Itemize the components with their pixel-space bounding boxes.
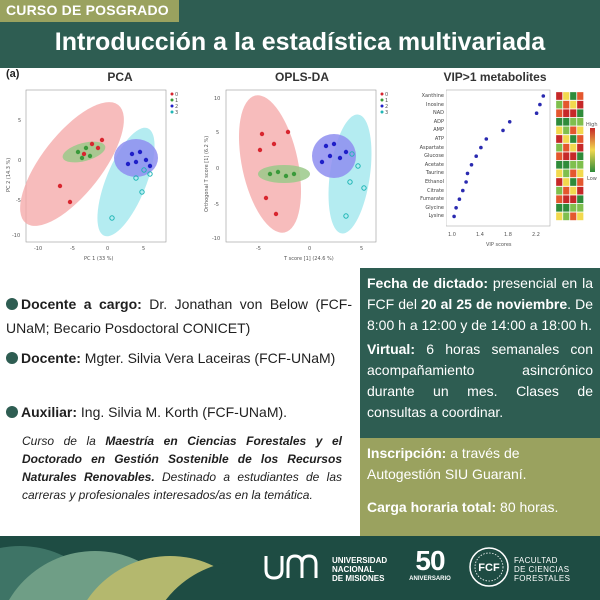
fcf-name: FACULTAD DE CIENCIAS FORESTALES — [514, 556, 571, 583]
page-title: Introducción a la estadística multivariada — [54, 28, 546, 56]
virtual-text: Virtual: 6 horas semanales con acompañamiento asincrónico durante un mes. Clases de consultas a coordinar. — [367, 341, 593, 420]
vip-heat-cell — [577, 152, 584, 160]
vip-heat-cell — [556, 92, 563, 100]
vip-heat-cell — [556, 169, 563, 177]
vip-heat-cell — [563, 109, 570, 117]
svg-text:3: 3 — [175, 110, 179, 116]
svg-text:5: 5 — [142, 246, 146, 252]
docente-value: Mgter. Silvia Vera Laceiras (FCF-UNaM) — [84, 350, 336, 366]
svg-text:-10: -10 — [212, 236, 221, 242]
vip-point — [458, 197, 462, 201]
vip-metabolite-list: Xanthine Inosine NAD ADP AMP ATP Aspartate Glucose Acetate Taurine Ethanol Citrate Fumarate Glycine Lysine — [419, 93, 444, 220]
vip-heat-cell — [563, 195, 570, 203]
vip-heat-legend — [586, 122, 598, 182]
enrollment-box — [360, 438, 600, 536]
svg-text:1.0: 1.0 — [448, 232, 456, 238]
svg-text:0: 0 — [308, 246, 312, 252]
vip-heat-cell — [563, 135, 570, 143]
bullet-icon — [6, 352, 18, 364]
vip-heat-cell — [570, 204, 577, 212]
svg-text:2: 2 — [385, 104, 389, 110]
vip-heat-cell — [556, 195, 563, 203]
vip-heat-cell — [577, 204, 584, 212]
vip-heat-cell — [570, 109, 577, 117]
vip-point — [508, 120, 512, 124]
vip-heat-cell — [556, 118, 563, 126]
vip-heat-cell — [570, 92, 577, 100]
docente-cargo-value: Dr. Jonathan von Below (FCF-UNaM; Becario Posdoctoral CONICET) — [6, 296, 353, 336]
carga-text: Carga horaria total: 80 horas. — [367, 499, 559, 515]
svg-text:5: 5 — [18, 118, 22, 124]
vip-points — [452, 94, 545, 218]
vip-heat-cell — [556, 204, 563, 212]
svg-text:FCF: FCF — [478, 562, 500, 574]
vip-heat-cell — [577, 161, 584, 169]
vip-plot — [446, 88, 600, 268]
vip-heat-cell — [577, 126, 584, 134]
svg-text:1: 1 — [175, 98, 179, 104]
vip-point — [535, 111, 539, 115]
pca-title: PCA — [107, 70, 133, 84]
svg-text:T score [1] (24.6 %): T score [1] (24.6 %) — [284, 256, 334, 262]
svg-text:5: 5 — [216, 130, 220, 136]
vip-heat-cell — [563, 187, 570, 195]
vip-heat-cell — [563, 101, 570, 109]
vip-heatmap — [556, 92, 584, 220]
vip-heat-cell — [563, 118, 570, 126]
auxiliar-label: Auxiliar: — [21, 404, 78, 420]
svg-text:5: 5 — [360, 246, 364, 252]
svg-text:-5: -5 — [214, 202, 219, 208]
vip-point — [464, 180, 468, 184]
auxiliar-value: Ing. Silvia M. Korth (FCF-UNaM). — [80, 404, 288, 420]
docente-row — [6, 346, 352, 370]
vip-heat-cell — [563, 212, 570, 220]
vip-heat-cell — [556, 135, 563, 143]
vip-heat-cell — [577, 195, 584, 203]
vip-heat-cell — [556, 109, 563, 117]
svg-text:-10: -10 — [12, 233, 21, 239]
vip-heat-cell — [577, 118, 584, 126]
svg-text:-5: -5 — [70, 246, 75, 252]
vip-heat-cell — [563, 152, 570, 160]
svg-text:-5: -5 — [256, 246, 261, 252]
vip-heat-cell — [556, 178, 563, 186]
svg-text:1.4: 1.4 — [476, 232, 484, 238]
vip-heat-cell — [570, 152, 577, 160]
fcf-seal-icon — [468, 546, 510, 588]
bullet-icon — [6, 298, 18, 310]
docente-cargo-label: Docente a cargo: — [21, 296, 142, 312]
svg-text:1.8: 1.8 — [504, 232, 512, 238]
inscripcion-text: Inscripción: a través de Autogestión SIU Guaraní. — [367, 445, 527, 482]
header-banner — [0, 0, 600, 68]
svg-text:-10: -10 — [34, 246, 43, 252]
vip-heat-cell — [577, 178, 584, 186]
vip-heat-cell — [563, 161, 570, 169]
vip-heat-cell — [577, 187, 584, 195]
vip-heat-cell — [556, 212, 563, 220]
vip-heat-cell — [577, 92, 584, 100]
vip-title: VIP>1 metabolites — [443, 70, 547, 84]
svg-text:PC 1 (33 %): PC 1 (33 %) — [84, 256, 114, 262]
vip-heat-cell — [570, 212, 577, 220]
footer — [0, 536, 600, 600]
vip-heat-cell — [556, 152, 563, 160]
vip-heat-cell — [570, 195, 577, 203]
vip-heat-cell — [556, 187, 563, 195]
vip-heat-cell — [577, 169, 584, 177]
svg-text:10: 10 — [214, 96, 221, 102]
svg-text:0: 0 — [106, 246, 110, 252]
vip-heat-cell — [570, 161, 577, 169]
vip-heat-cell — [577, 212, 584, 220]
pca-plot — [4, 82, 182, 268]
svg-text:0: 0 — [216, 166, 220, 172]
vip-heat-cell — [577, 135, 584, 143]
unam-name: UNIVERSIDAD NACIONAL DE MISIONES — [332, 556, 388, 583]
vip-point — [479, 146, 483, 150]
dates-text: Fecha de dictado: presencial en la FCF del 20 al 25 de noviembre. De 8:00 h a 12:00 y de 14:00 a 18:00 h. — [367, 275, 593, 333]
vip-heat-cell — [563, 178, 570, 186]
svg-text:PC 2 (14.3 %): PC 2 (14.3 %) — [6, 157, 12, 192]
oplsda-title: OPLS-DA — [275, 70, 329, 84]
figure-panel-label: (a) — [6, 68, 20, 80]
vip-heat-cell — [556, 144, 563, 152]
vip-point — [501, 129, 505, 133]
auxiliar-row — [6, 400, 352, 424]
svg-text:-5: -5 — [16, 198, 21, 204]
vip-heat-cell — [556, 126, 563, 134]
analysis-figure — [0, 68, 600, 268]
vip-heat-cell — [556, 101, 563, 109]
pca-legend — [171, 92, 179, 116]
vip-point — [466, 172, 470, 176]
vip-heat-cell — [570, 118, 577, 126]
docente-label: Docente: — [21, 350, 81, 366]
course-type-tag: CURSO DE POSGRADO — [0, 0, 179, 22]
schedule-box — [360, 268, 600, 438]
svg-text:VIP scores: VIP scores — [486, 242, 512, 248]
vip-heat-cell — [570, 126, 577, 134]
vip-heat-cell — [563, 126, 570, 134]
unam-logo-icon — [262, 552, 330, 582]
footer-decoration — [0, 536, 270, 600]
vip-point — [485, 137, 489, 141]
svg-text:0: 0 — [18, 158, 22, 164]
vip-point — [470, 163, 474, 167]
svg-text:2.2: 2.2 — [532, 232, 540, 238]
vip-heat-cell — [570, 178, 577, 186]
svg-text:3: 3 — [385, 110, 389, 116]
vip-point — [452, 215, 456, 219]
schedule-section — [360, 268, 600, 536]
vip-heat-cell — [570, 169, 577, 177]
anniversary-logo: 50 ANIVERSARIO — [409, 545, 451, 582]
oplsda-legend — [381, 92, 389, 116]
course-description: Curso de la Maestría en Ciencias Forestales y el Doctorado en Gestión Sostenible de los Recursos Naturales Renovables. Destinado a estudiantes de las carreras y profesionales interesados/as en la temática. — [22, 434, 343, 502]
docente-cargo-row — [6, 292, 352, 340]
vip-heat-cell — [563, 204, 570, 212]
vip-point — [538, 103, 542, 107]
svg-text:0: 0 — [385, 92, 389, 98]
vip-heat-cell — [556, 161, 563, 169]
oplsda-plot — [200, 82, 400, 268]
vip-point — [454, 206, 458, 210]
svg-text:Orthogonal T score [1] (6.2 %): Orthogonal T score [1] (6.2 %) — [204, 135, 210, 212]
vip-heat-cell — [563, 144, 570, 152]
svg-text:0: 0 — [175, 92, 179, 98]
vip-heat-cell — [570, 101, 577, 109]
vip-heat-cell — [563, 169, 570, 177]
vip-heat-cell — [577, 101, 584, 109]
vip-heat-cell — [570, 144, 577, 152]
vip-point — [542, 94, 546, 98]
svg-text:1: 1 — [385, 98, 389, 104]
svg-text:Low: Low — [587, 176, 597, 182]
svg-text:2: 2 — [175, 104, 179, 110]
vip-heat-cell — [563, 92, 570, 100]
vip-heat-cell — [577, 144, 584, 152]
bullet-icon — [6, 406, 18, 418]
vip-heat-cell — [570, 135, 577, 143]
vip-point — [461, 189, 465, 193]
vip-point — [474, 154, 478, 158]
vip-heat-cell — [577, 109, 584, 117]
svg-text:High: High — [586, 122, 598, 128]
vip-heat-cell — [570, 187, 577, 195]
